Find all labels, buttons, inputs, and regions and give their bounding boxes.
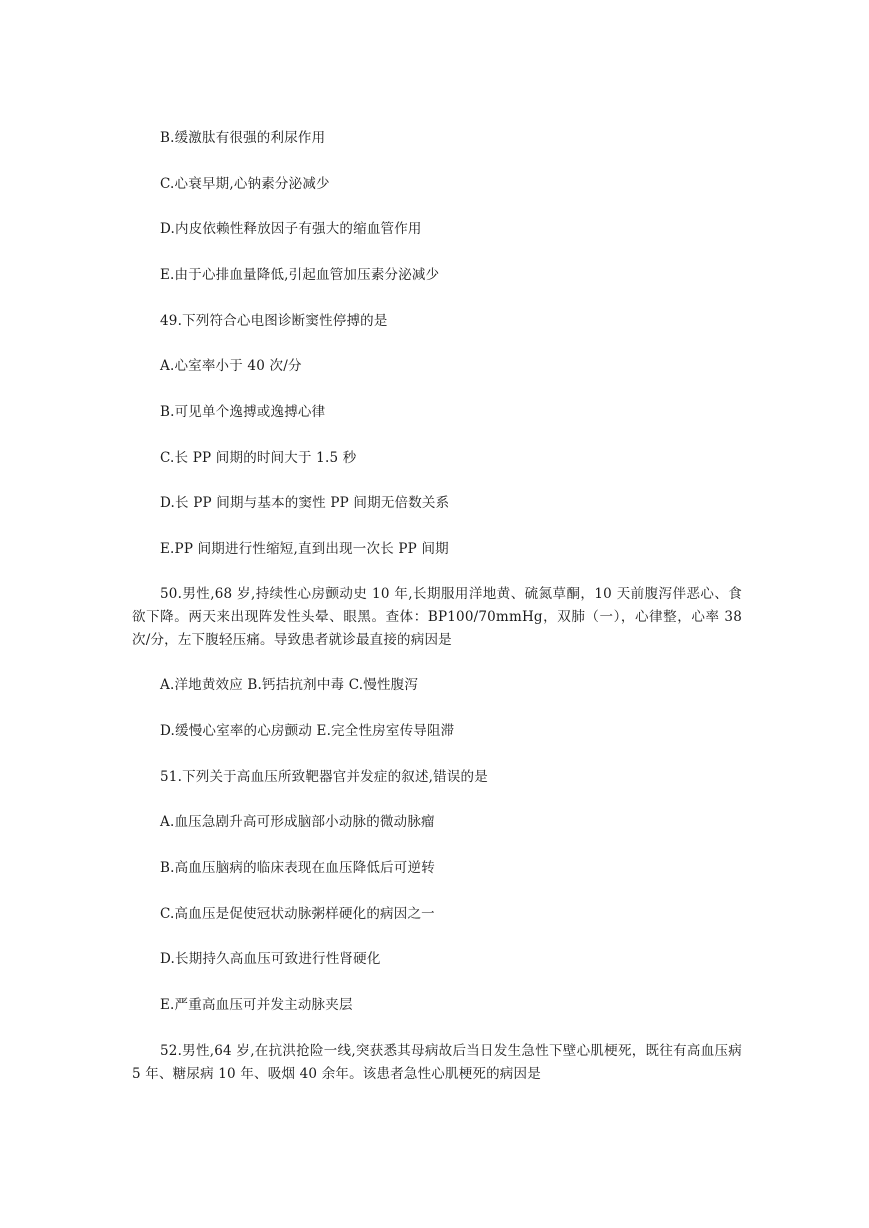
option-49-c: C.长 PP 间期的时间大于 1.5 秒: [160, 450, 357, 466]
option-48-e: E.由于心排血量降低,引起血管加压素分泌减少: [160, 267, 440, 283]
question-49: 49.下列符合心电图诊断窦性停搏的是: [160, 313, 388, 329]
option-51-a: A.血压急剧升高可形成脑部小动脉的微动脉瘤: [160, 814, 435, 830]
option-51-c: C.高血压是促使冠状动脉粥样硬化的病因之一: [160, 906, 435, 922]
option-51-b: B.高血压脑病的临床表现在血压降低后可逆转: [160, 860, 435, 876]
option-51-d: D.长期持久高血压可致进行性肾硬化: [160, 951, 381, 967]
option-49-b: B.可见单个逸搏或逸搏心律: [160, 404, 326, 420]
option-48-d: D.内皮依赖性释放因子有强大的缩血管作用: [160, 221, 422, 237]
option-49-e: E.PP 间期进行性缩短,直到出现一次长 PP 间期: [160, 541, 449, 557]
options-50-de: D.缓慢心室率的心房颤动 E.完全性房室传导阻滞: [160, 723, 455, 739]
question-51: 51.下列关于高血压所致靶器官并发症的叙述,错误的是: [160, 769, 488, 785]
option-48-b: B.缓激肽有很强的利尿作用: [160, 130, 326, 146]
option-48-c: C.心衰早期,心钠素分泌减少: [160, 176, 330, 192]
option-49-a: A.心室率小于 40 次/分: [160, 358, 302, 374]
question-50: 50.男性,68 岁,持续性心房颤动史 10 年,长期服用洋地黄、硫氮草酮，10 天前腹泻伴恶心、食欲下降。两天来出现阵发性头晕、眼黑。查体：BP100/70mmHg，双肺（一），心律整，心率 38 次/分，左下腹轻压痛。导致患者就诊最直接的病因是: [132, 586, 742, 648]
question-52: 52.男性,64 岁,在抗洪抢险一线,突获悉其母病故后当日发生急性下壁心肌梗死，既往有高血压病 5 年、糖尿病 10 年、吸烟 40 余年。该患者急性心肌梗死的病因是: [132, 1043, 742, 1082]
options-50-abc: A.洋地黄效应 B.钙拮抗剂中毒 C.慢性腹泻: [160, 677, 419, 693]
option-49-d: D.长 PP 间期与基本的窦性 PP 间期无倍数关系: [160, 495, 450, 511]
option-51-e: E.严重高血压可并发主动脉夹层: [160, 997, 353, 1013]
